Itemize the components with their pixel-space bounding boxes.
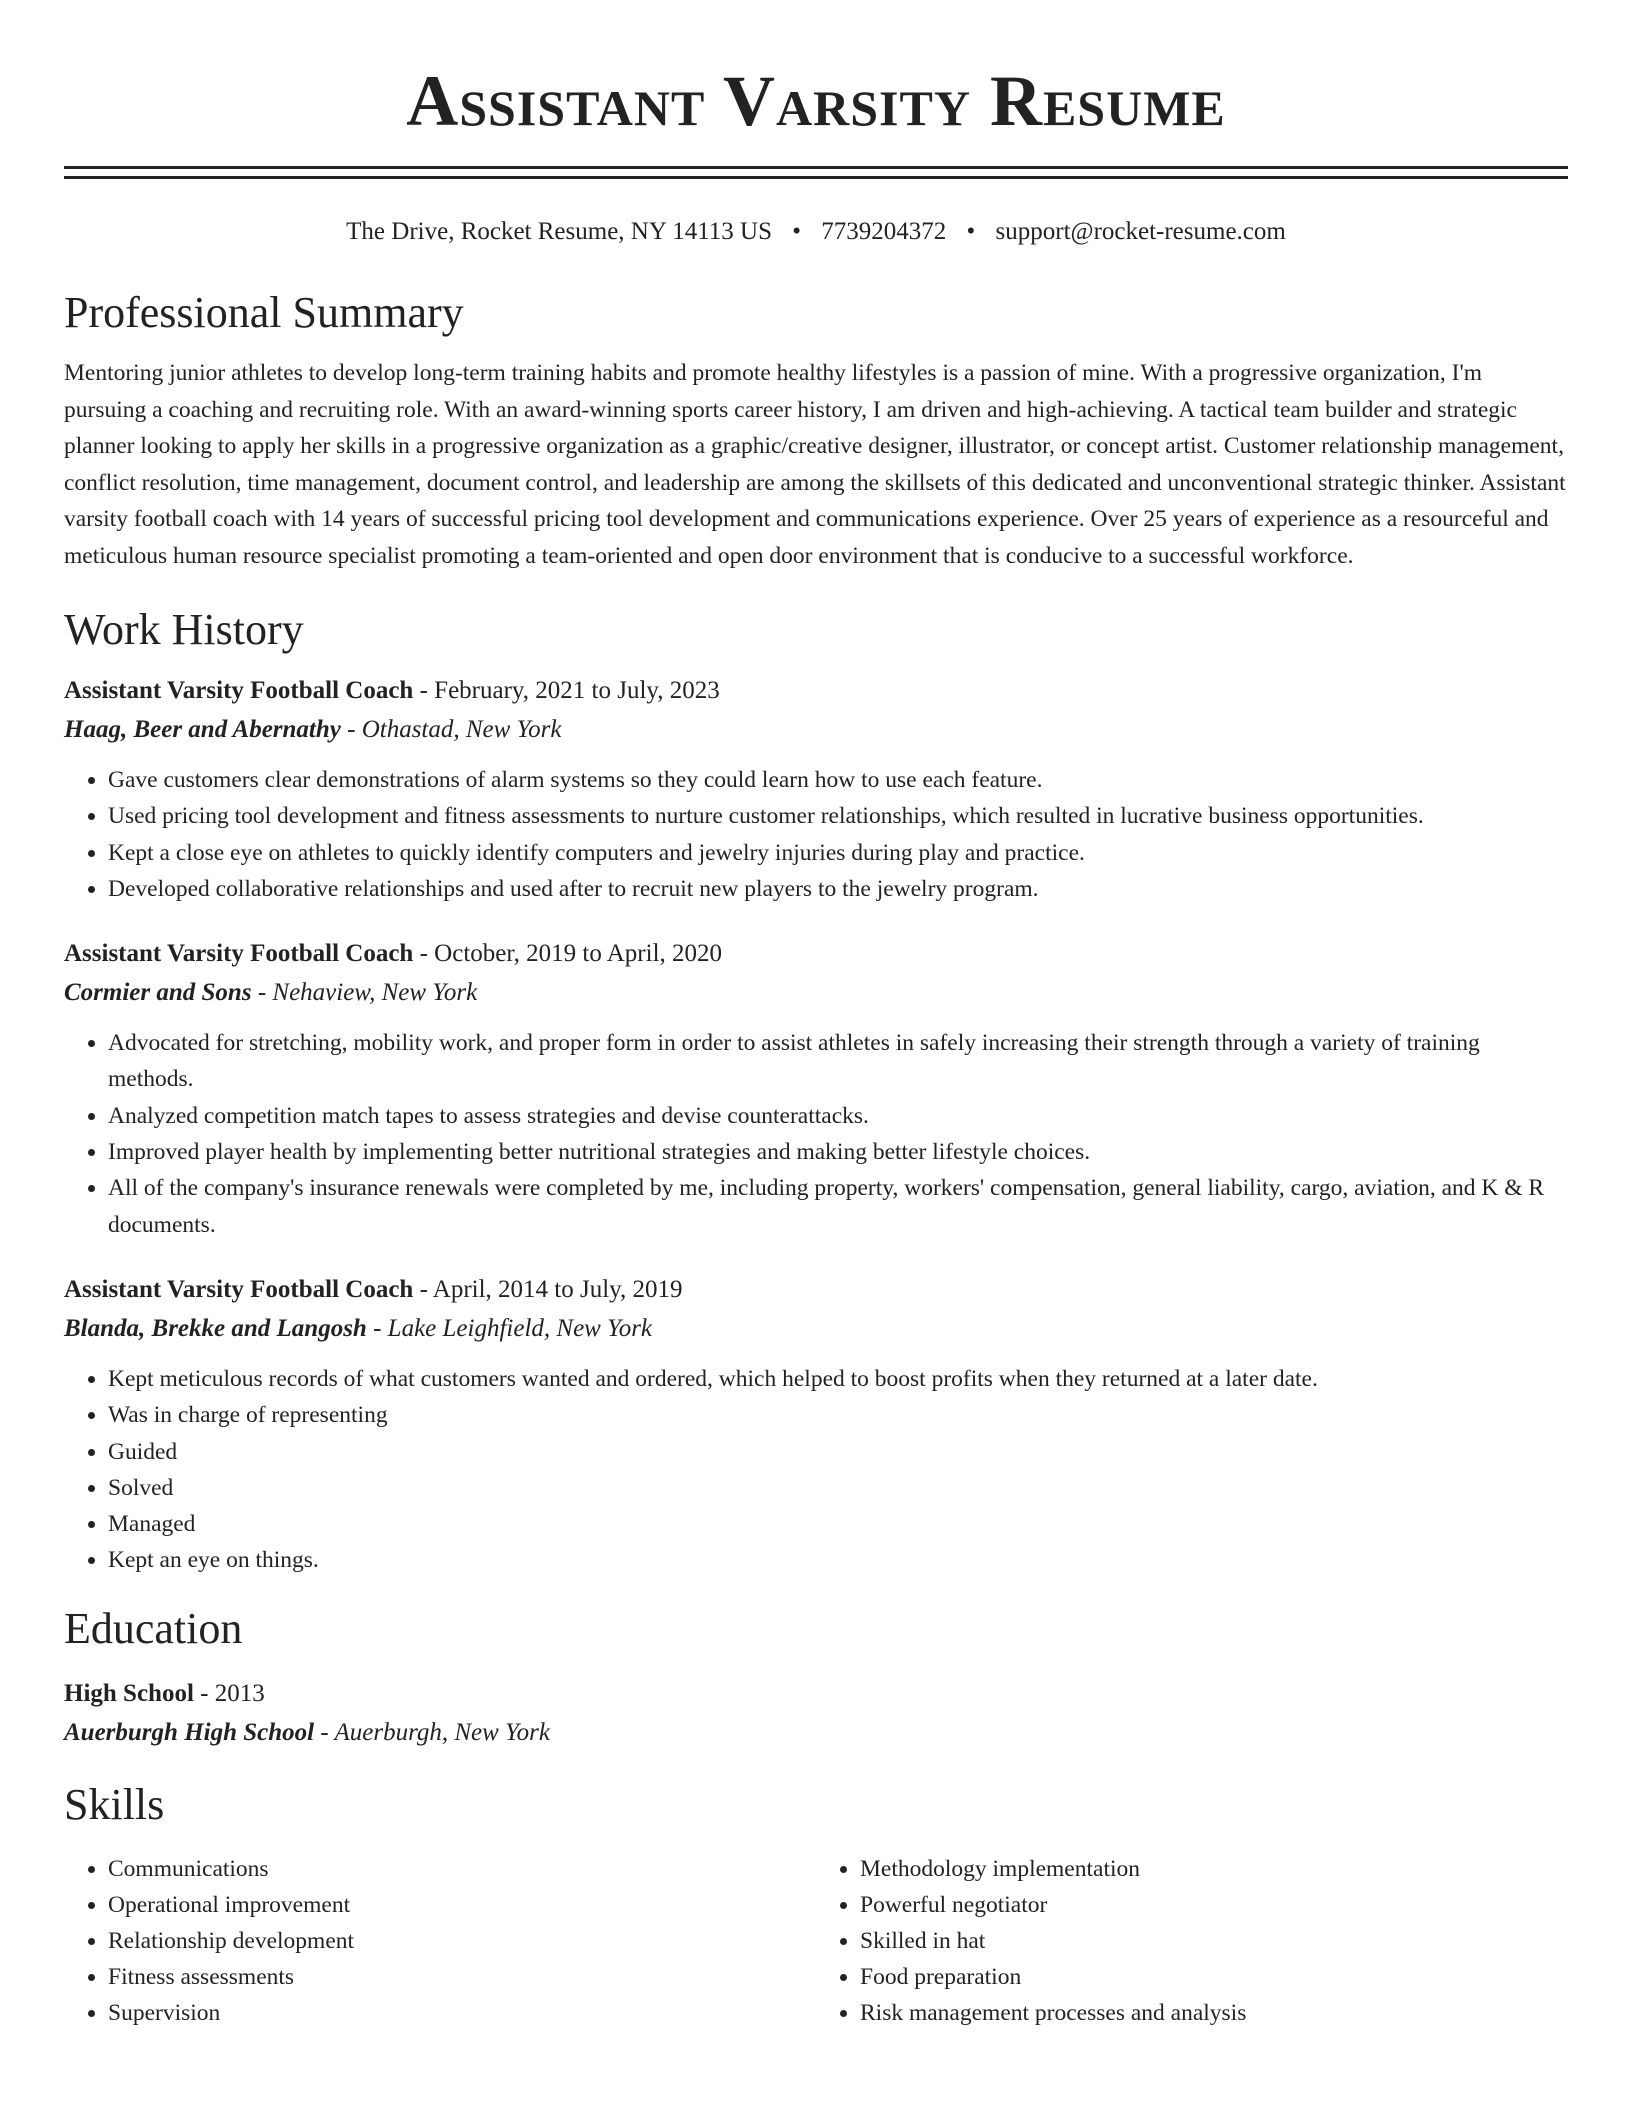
list-item: • Advocated for stretching, mobility work, and proper form in order to assist athletes in safely increasing their strength through a variety of training methods. [108, 1025, 1568, 1098]
job-dates: - February, 2021 to July, 2023 [413, 677, 720, 704]
job-title: Assistant Varsity Football Coach [64, 677, 414, 704]
skill-item: • Relationship development [108, 1923, 816, 1959]
job-dates: - April, 2014 to July, 2019 [413, 1275, 683, 1303]
job-title: Assistant Varsity Football Coach [64, 940, 414, 968]
employer-name: Cormier and Sons [64, 979, 252, 1007]
skill-item: • Powerful negotiator [860, 1887, 1568, 1923]
skill-item: • Methodology implementation [860, 1851, 1568, 1887]
list-item: • Analyzed competition match tapes to assess strategies and devise counterattacks. [108, 1098, 1568, 1134]
skill-item: • Skilled in hat [860, 1923, 1568, 1959]
contact-phone: 7739204372 [821, 218, 947, 245]
job-title-line [64, 1271, 1568, 1309]
work-history-heading: Work History [64, 605, 304, 654]
contact-address: The Drive, Rocket Resume, NY 14113 US [346, 218, 773, 245]
list-item: • Gave customers clear demonstrations of alarm systems so they could learn how to use each feature. [108, 762, 1568, 798]
employer-location: - Lake Leighfield, New York [366, 1314, 653, 1342]
skills-column-left [64, 1851, 816, 2031]
education-heading: Education [64, 1603, 243, 1653]
job-dates: - October, 2019 to April, 2020 [413, 940, 723, 968]
job-entry [64, 935, 1568, 1243]
skills-column-right [816, 1851, 1568, 2031]
job-title: Assistant Varsity Football Coach [64, 1275, 414, 1303]
skill-item: • Operational improvement [108, 1887, 816, 1923]
employer-line [64, 710, 1568, 750]
job-bullets [64, 762, 1568, 907]
contact-email: support@rocket-resume.com [995, 218, 1286, 245]
title-divider-top [64, 166, 1568, 169]
school-line [64, 1713, 1568, 1753]
employer-location: - Nehaview, New York [251, 979, 478, 1007]
skill-item: • Supervision [108, 1995, 816, 2031]
skills-grid [64, 1851, 1568, 2031]
skill-item: • Fitness assessments [108, 1959, 816, 1995]
list-item: • Kept a close eye on athletes to quickly identify computers and jewelry injuries during play and practice. [108, 835, 1568, 871]
employer-name: Haag, Beer and Abernathy [64, 716, 341, 743]
graduation-year: - 2013 [193, 1679, 265, 1707]
employer-name: Blanda, Brekke and Langosh [64, 1314, 367, 1342]
employer-location: - Othastad, New York [340, 716, 562, 743]
education-entry [64, 1675, 1568, 1753]
job-entry [64, 1271, 1568, 1579]
contact-separator: • [792, 218, 802, 245]
summary-heading: Professional Summary [64, 288, 464, 337]
skill-item: • Communications [108, 1851, 816, 1887]
summary-text: Mentoring junior athletes to develop long-term training habits and promote healthy lifestyles is a passion of mine. With a progressive organization, I'm pursuing a coaching and recruiting role. With an award-winning sports career history, I am driven and high-achieving. A tactical team builder and strategic planner looking to apply her skills in a progressive organization as a graphic/creative designer, illustrator, or concept artist. Customer relationship management, conflict resolution, time management, document control, and leadership are among the skillsets of this dedicated and unconventional strategic thinker. Assistant varsity football coach with 14 years of successful pricing tool development and communications experience. Over 25 years of experience as a resourceful and meticulous human resource specialist promoting a team-oriented and open door environment that is conducive to a successful workforce. [64, 360, 1566, 569]
job-title-line [64, 935, 1568, 973]
list-item: • Developed collaborative relationships and used after to recruit new players to the jewelry program. [108, 871, 1568, 907]
list-item: • Used pricing tool development and fitness assessments to nurture customer relationships, which resulted in lucrative business opportunities. [108, 798, 1568, 834]
list-item: • Kept meticulous records of what customers wanted and ordered, which helped to boost profits when they returned at a later date. [108, 1361, 1568, 1397]
contact-separator: • [966, 218, 976, 245]
school-name: Auerburgh High School [64, 1718, 315, 1746]
job-entry [64, 672, 1568, 907]
job-title-line [64, 672, 1568, 710]
job-bullets [64, 1361, 1568, 1579]
list-item: • Guided [108, 1434, 1568, 1470]
list-item: • Kept an eye on things. [108, 1542, 1568, 1578]
title-divider-bottom [64, 176, 1568, 179]
degree: High School [64, 1679, 194, 1707]
skills-heading: Skills [64, 1779, 165, 1829]
list-item: • Solved [108, 1470, 1568, 1506]
list-item: • Was in charge of representing [108, 1397, 1568, 1433]
contact-line [64, 215, 1568, 249]
list-item: • Improved player health by implementing better nutritional strategies and making better lifestyle choices. [108, 1134, 1568, 1170]
employer-line [64, 973, 1568, 1013]
school-location: - Auerburgh, New York [314, 1718, 550, 1746]
resume-title: Assistant Varsity Resume [406, 61, 1226, 141]
job-bullets [64, 1025, 1568, 1243]
degree-line [64, 1675, 1568, 1713]
list-item: • Managed [108, 1506, 1568, 1542]
employer-line [64, 1309, 1568, 1349]
skill-item: • Risk management processes and analysis [860, 1995, 1568, 2031]
skill-item: • Food preparation [860, 1959, 1568, 1995]
list-item: • All of the company's insurance renewals were completed by me, including property, workers' compensation, general liability, cargo, aviation, and K & R documents. [108, 1170, 1568, 1243]
